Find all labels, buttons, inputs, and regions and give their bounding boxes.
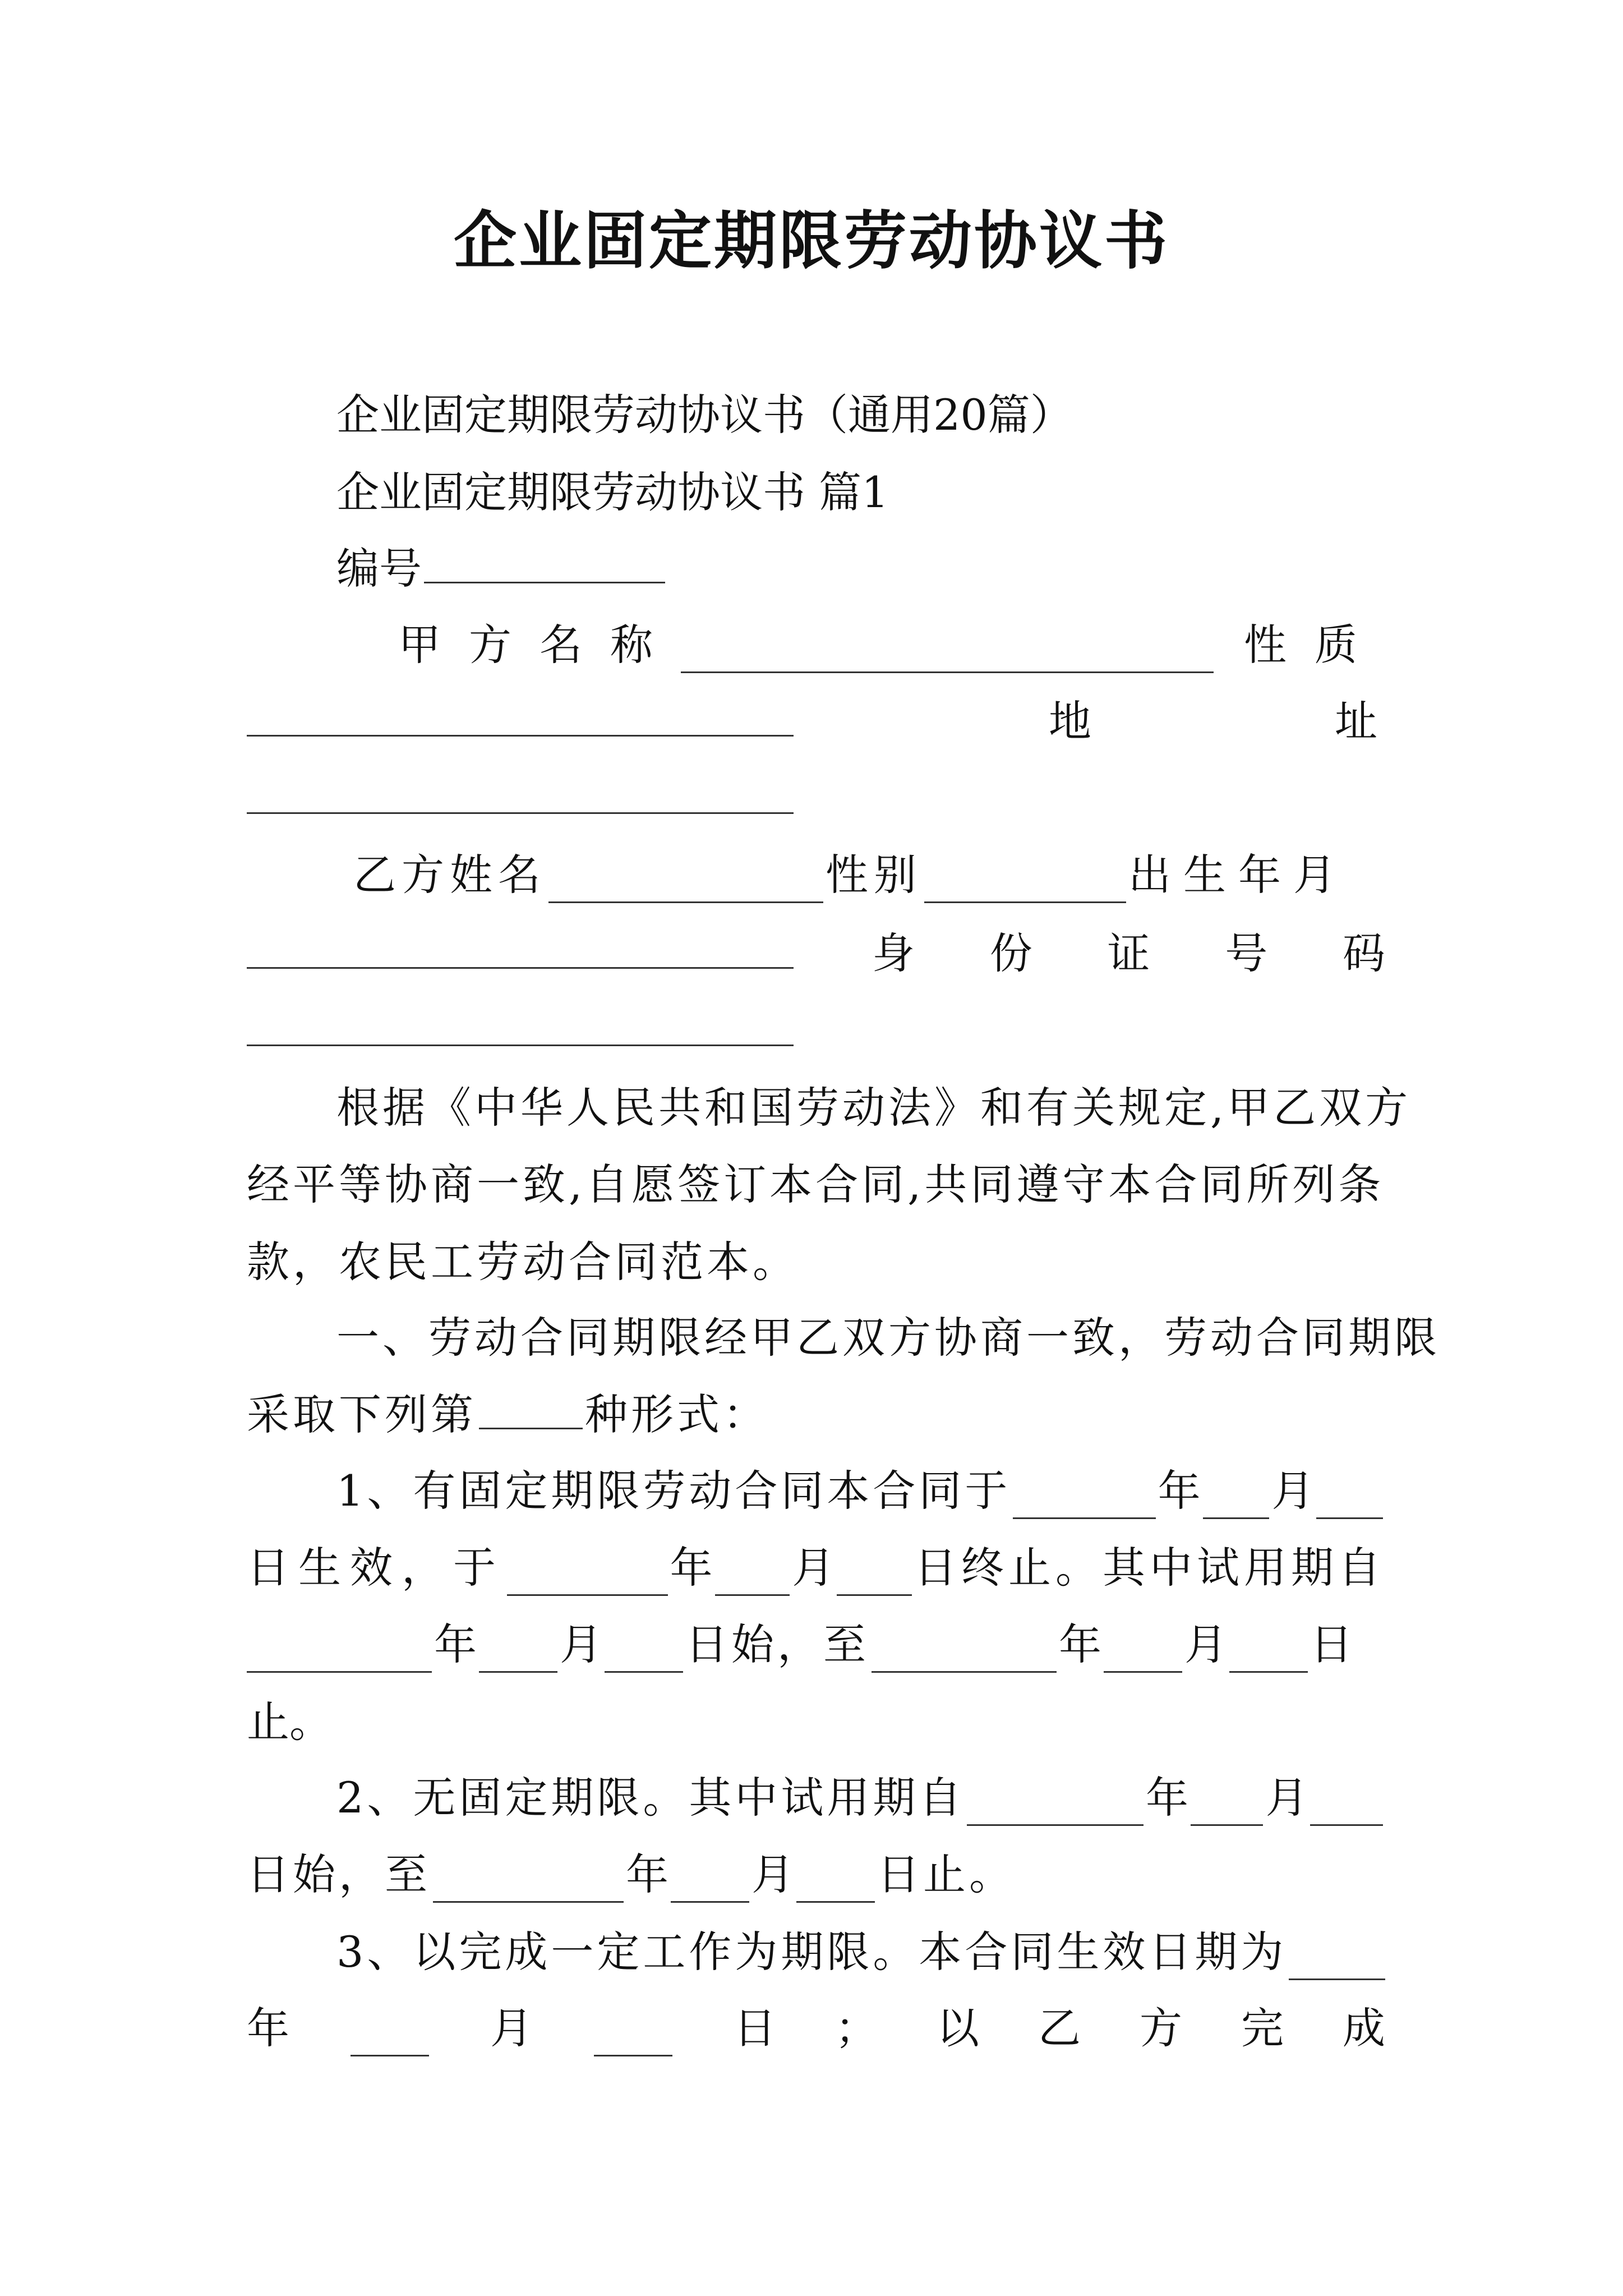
party-b-gender-blank [924,868,1126,903]
basis-line-2: 经平等协商一致,自愿签订本合同,共同遵守本合同所列条 [247,1159,1385,1209]
party-a-nature-blank [247,735,794,737]
party-b-name-label: 乙方姓名 [353,850,546,900]
item2-line-1: 2、无固定期限。其中试用期自 年 月 [336,1770,1385,1826]
clause1-line-1: 一、劳动合同期限经甲乙双方协商一致，劳动合同期限 [336,1313,1440,1363]
party-a-address-blank [247,812,794,814]
party-b-id-blank [247,1045,794,1046]
party-b-birth-blank [247,967,794,969]
party-b-name-blank [548,868,823,903]
clause1-line-2: 采取下列第 种形式： [247,1389,769,1439]
number-blank [424,548,665,583]
item1-line-3: 年 月 日始，至 年 月 日 [247,1617,1385,1673]
item1-line-2: 日生效，于 年 月 日终止。其中试用期自 [247,1540,1385,1596]
party-a-name-blank [681,638,1214,673]
party-a-name-label: 甲方名称 [398,620,681,670]
party-a-address-label-2: 址 [1335,696,1377,746]
item3-line-1: 3、以完成一定工作为期限。本合同生效日期为 [336,1924,1385,1980]
party-a-address-label-1: 地 [1049,696,1091,746]
item3-line-2: 年 月 日 ； 以 乙 方 完 成 [247,2000,1385,2056]
number-label: 编号 [336,544,422,593]
party-b-id-label: 身 份 证 号 码 [872,928,1385,978]
party-b-row [353,847,1385,903]
subtitle: 企业固定期限劳动协议书（通用20篇） [336,390,1073,440]
party-b-birth-label: 出生年月 [1128,850,1348,900]
document-title: 企业固定期限劳动协议书 [454,204,1169,278]
item2-line-2: 日始，至 年 月 日止。 [247,1847,1015,1903]
party-b-gender-label: 性别 [826,850,922,900]
party-a-row [398,617,1385,673]
form-number-blank [479,1394,583,1429]
number-row [336,541,667,597]
basis-line-3: 款，农民工劳动合同范本。 [247,1237,799,1287]
part-heading: 企业固定期限劳动协议书 篇1 [336,467,889,517]
item1-line-4: 止。 [247,1697,332,1747]
item1-line-1: 1、有固定期限劳动合同本合同于 年 月 [336,1463,1385,1519]
party-a-nature-label: 性质 [1244,620,1385,670]
basis-line-1: 根据《中华人民共和国劳动法》和有关规定,甲乙双方 [336,1083,1412,1133]
